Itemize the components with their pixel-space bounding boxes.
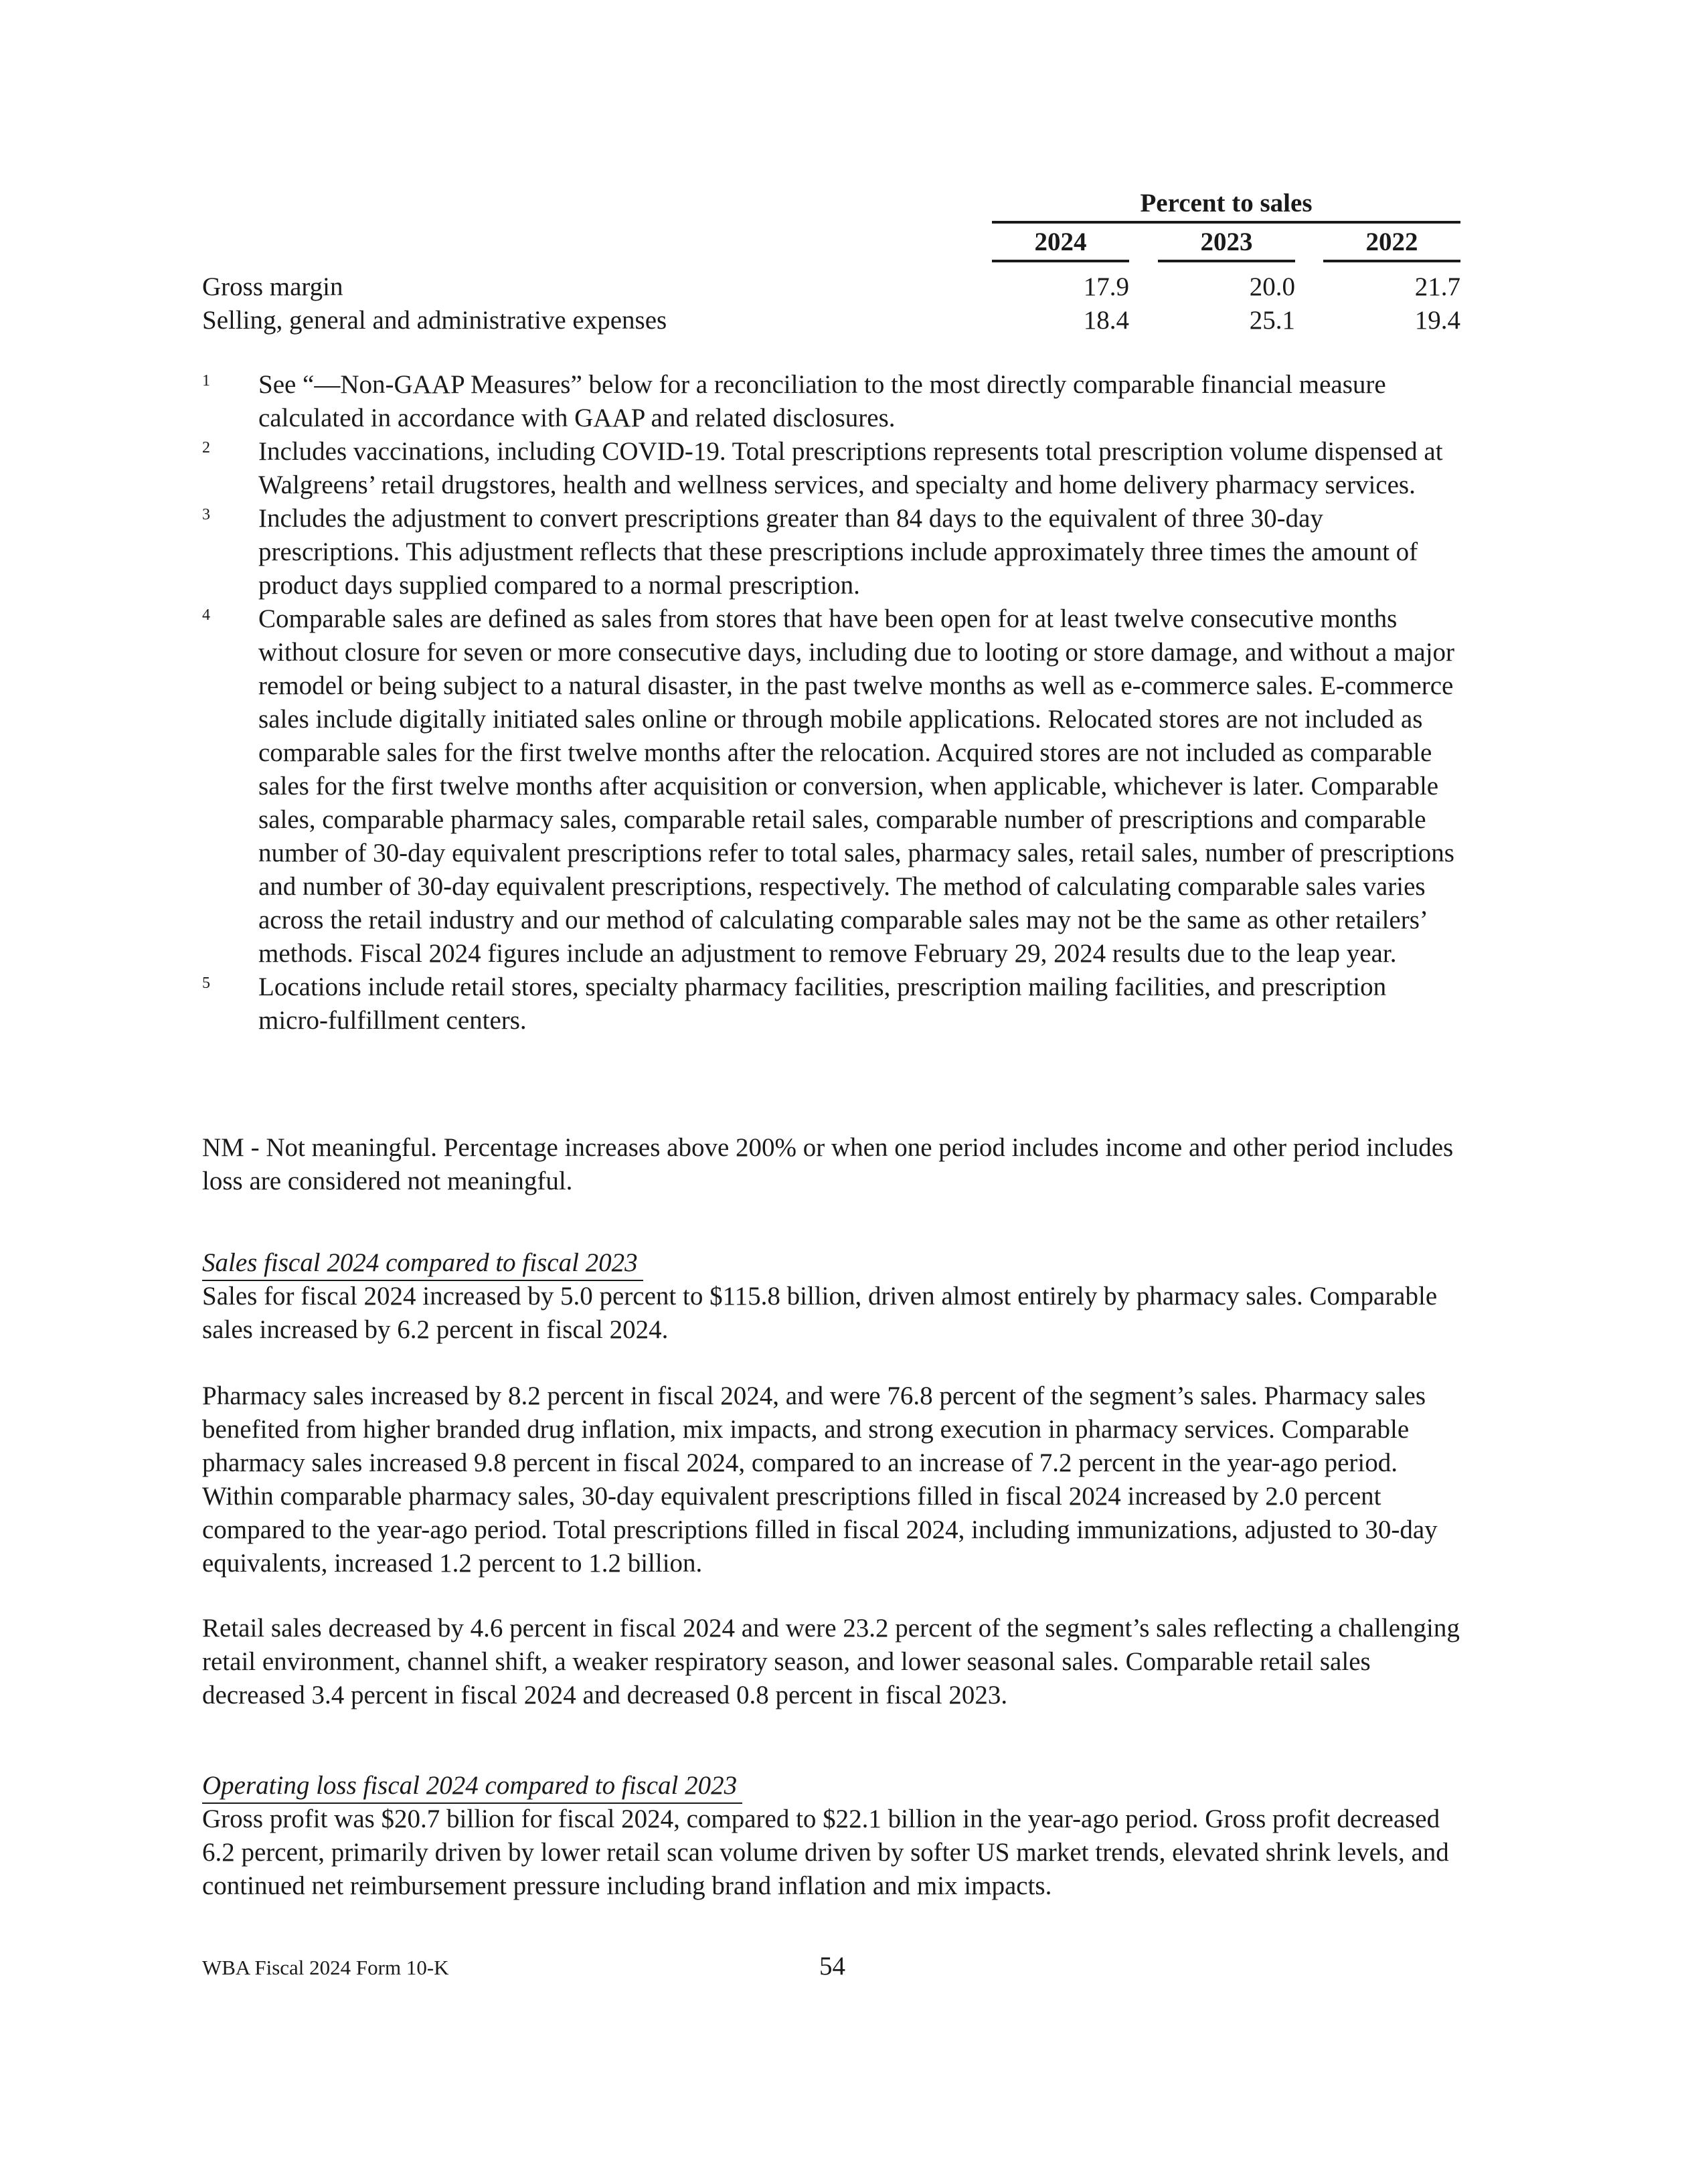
table-row	[202, 270, 1460, 304]
cell-value: 21.7	[1414, 272, 1460, 301]
operating-section-heading: Operating loss fiscal 2024 compared to fiscal 2023	[202, 1769, 742, 1804]
sales-paragraph-2: Pharmacy sales increased by 8.2 percent in fiscal 2024, and were 76.8 percent of the segment’s sales. Pharmacy sales benefited from higher branded drug inflation, mix impacts, and strong execution in pharmacy services. Comparable pharmacy sales increased 9.8 percent in fiscal 2024, compared to an increase of 7.2 percent in the year-ago period. Within comparable pharmacy sales, 30-day equivalent prescriptions filled in fiscal 2024 increased by 2.0 percent compared to the year-ago period. Total prescriptions filled in fiscal 2024, including immunizations, adjusted to 30-day equivalents, increased 1.2 percent to 1.2 billion.	[202, 1381, 1438, 1578]
row-label: Gross margin	[202, 272, 343, 301]
footnote-number: 4	[202, 606, 210, 624]
sales-paragraph-1: Sales for fiscal 2024 increased by 5.0 percent to $115.8 billion, driven almost entirely by pharmacy sales. Comparable sales increased by 6.2 percent in fiscal 2024.	[202, 1282, 1438, 1344]
footnote-text: Comparable sales are defined as sales from stores that have been open for at least twelve consecutive months without closure for seven or more consecutive days, including due to looting or store damage, and without a major remodel or being subject to a natural disaster, in the past twelve months as well as e-commerce sales. E-commerce sales include digitally initiated sales online or through mobile applications. Relocated stores are not included as comparable sales for the first twelve months after the relocation. Acquired stores are not included as comparable sales for the first twelve months after acquisition or conversion, when applicable, whichever is later. Comparable sales, comparable pharmacy sales, comparable retail sales, comparable number of prescriptions and comparable number of 30-day equivalent prescriptions refer to total sales, pharmacy sales, retail sales, number of prescriptions and number of 30-day equivalent prescriptions, respectively. The method of calculating comparable sales varies across the retail industry and our method of calculating comparable sales may not be the same as other retailers’ methods. Fiscal 2024 figures include an adjustment to remove February 29, 2024 results due to the leap year.	[258, 604, 1455, 968]
footnote-number: 3	[202, 506, 210, 523]
footnotes	[202, 368, 1460, 1037]
footnote-5	[202, 971, 1460, 1037]
cell-value: 20.0	[1249, 272, 1295, 301]
footnote-number: 5	[202, 975, 210, 992]
operating-paragraph-1: Gross profit was $20.7 billion for fiscal 2024, compared to $22.1 billion in the year-ago period. Gross profit decreased 6.2 percent, primarily driven by lower retail scan volume driven by softer US market trends, elevated shrink levels, and continued net reimbursement pressure including brand inflation and mix impacts.	[202, 1804, 1449, 1900]
sales-section-heading: Sales fiscal 2024 compared to fiscal 2023	[202, 1246, 643, 1281]
footnote-text: See “—Non-GAAP Measures” below for a reconciliation to the most directly comparable financial measure calculated in accordance with GAAP and related disclosures.	[258, 370, 1386, 432]
footnote-number: 1	[202, 372, 210, 390]
page-number: 54	[819, 1952, 845, 1981]
cell-value: 19.4	[1414, 306, 1460, 335]
column-header-2024: 2024	[992, 225, 1129, 262]
cell-value: 18.4	[1083, 306, 1129, 335]
footnote-number: 2	[202, 439, 210, 456]
row-label: Selling, general and administrative expenses	[202, 306, 667, 335]
table-group-header: Percent to sales	[992, 186, 1460, 224]
footnote-text: Includes the adjustment to convert prescriptions greater than 84 days to the equivalent of three 30-day prescriptions. This adjustment reflects that these prescriptions include approximately three times the amount of product days supplied compared to a normal prescription.	[258, 504, 1418, 600]
footnote-3	[202, 502, 1460, 602]
footnote-4	[202, 602, 1460, 971]
cell-value: 25.1	[1249, 306, 1295, 335]
footnote-1	[202, 368, 1460, 435]
footer-form-label: WBA Fiscal 2024 Form 10-K	[202, 1956, 449, 1979]
column-header-2022: 2022	[1323, 225, 1460, 262]
footnote-text: Locations include retail stores, specialty pharmacy facilities, prescription mailing facilities, and prescription micro-fulfillment centers.	[258, 973, 1387, 1035]
cell-value: 17.9	[1083, 272, 1129, 301]
sales-paragraph-3: Retail sales decreased by 4.6 percent in fiscal 2024 and were 23.2 percent of the segment’s sales reflecting a challenging retail environment, channel shift, a weaker respiratory season, and lower seasonal sales. Comparable retail sales decreased 3.4 percent in fiscal 2024 and decreased 0.8 percent in fiscal 2023.	[202, 1614, 1460, 1709]
column-header-2023: 2023	[1158, 225, 1295, 262]
footnote-2	[202, 435, 1460, 502]
nm-note: NM - Not meaningful. Percentage increases above 200% or when one period includes income and other period includes loss are considered not meaningful.	[202, 1133, 1454, 1195]
footnote-text: Includes vaccinations, including COVID-19. Total prescriptions represents total prescription volume dispensed at Walgreens’ retail drugstores, health and wellness services, and specialty and home delivery pharmacy services.	[258, 437, 1443, 499]
table-row	[202, 304, 1460, 337]
